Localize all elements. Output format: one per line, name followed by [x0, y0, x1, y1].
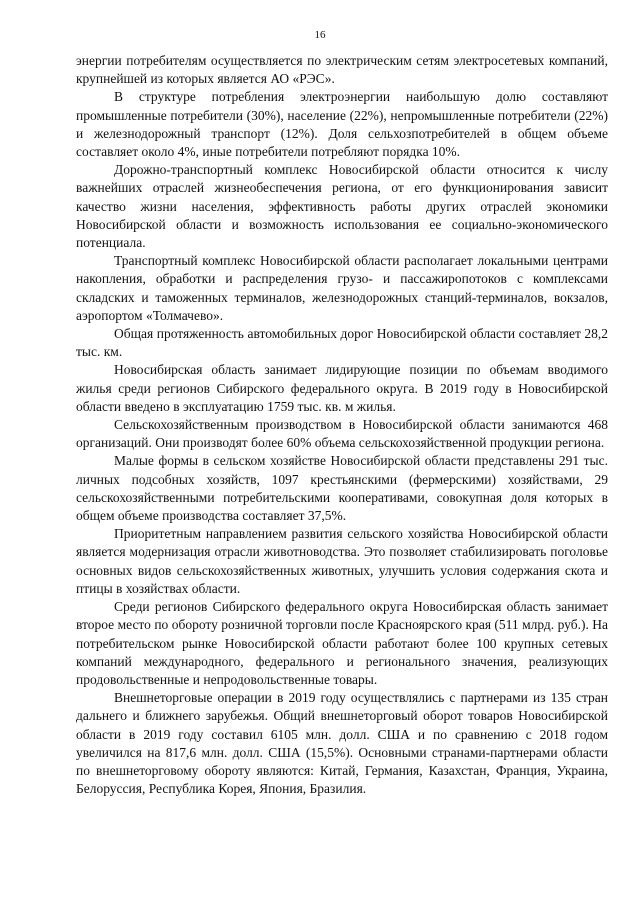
- paragraph: Общая протяженность автомобильных дорог Новосибирской области составляет 28,2 тыс. км.: [76, 326, 608, 360]
- paragraph: В структуре потребления электроэнергии наибольшую долю составляют промышленные потребители (30%), население (22%), непромышленные потребители (22%) и железнодорожный транспорт (12%). Доля сельхозпотребителей в общем объеме составляет около 4%, иные потребители потребляют порядка 10%.: [76, 89, 608, 160]
- paragraph: Приоритетным направлением развития сельского хозяйства Новосибирской области является модернизация отрасли животноводства. Это позволяет стабилизировать поголовье основных видов сельскохозяйственных животных, улучшить условия содержания скота и птицы в хозяйствах области.: [76, 526, 608, 596]
- paragraph: Среди регионов Сибирского федерального округа Новосибирская область занимает второе место по обороту розничной торговли после Красноярского края (511 млрд. руб.). На потребительском рынке Новосибирской области работают более 100 крупных сетевых компаний международного, федерального и регионального значения, реализующих продовольственные и непродовольственные товары.: [76, 599, 608, 687]
- paragraph: Новосибирская область занимает лидирующие позиции по объемам вводимого жилья среди регионов Сибирского федерального округа. В 2019 году в Новосибирской области введено в эксплуатацию 1759 тыс. кв. м жилья.: [76, 362, 608, 414]
- paragraph: Транспортный комплекс Новосибирской области располагает локальными центрами накопления, обработки и распределения грузо- и пассажиропотоков с комплексами складских и таможенных терминалов, железнодорожных станций-терминалов, вокзалов, аэропортом «Толмачево».: [76, 253, 608, 323]
- paragraph: Малые формы в сельском хозяйстве Новосибирской области представлены 291 тыс. личных подсобных хозяйств, 1097 крестьянскими (фермерскими) хозяйствами, 29 сельскохозяйственными потребительскими кооперативами, совокупная доля которых в общем объеме производства составляет 37,5%.: [76, 453, 608, 524]
- page-number: 16: [314, 29, 326, 41]
- paragraph: Внешнеторговые операции в 2019 году осуществлялись с партнерами из 135 стран дальнего и ближнего зарубежья. Общий внешнеторговый оборот товаров Новосибирской области в 2019 году составил 6105 млн. долл. США и по сравнению с 2018 годом увеличился на 817,6 млн. долл. США (15,5%). Основными странами-партнерами области по внешнеторговому обороту являются: Китай, Германия, Казахстан, Франция, Украина, Белоруссия, Республика Корея, Япония, Бразилия.: [76, 690, 608, 797]
- paragraph: Дорожно-транспортный комплекс Новосибирской области относится к числу важнейших отраслей жизнеобеспечения региона, от его функционирования зависит качество жизни населения, эффективность работы других отраслей экономики Новосибирской области и возможность использования ее социально-экономического потенциала.: [76, 162, 608, 251]
- paragraph: энергии потребителям осуществляется по электрическим сетям электросетевых компаний, крупнейшей из которых является АО «РЭС».: [76, 53, 608, 87]
- body-text: [76, 52, 608, 798]
- paragraph: Сельскохозяйственным производством в Новосибирской области занимаются 468 организаций. Они производят более 60% объема сельскохозяйственной продукции региона.: [76, 417, 608, 451]
